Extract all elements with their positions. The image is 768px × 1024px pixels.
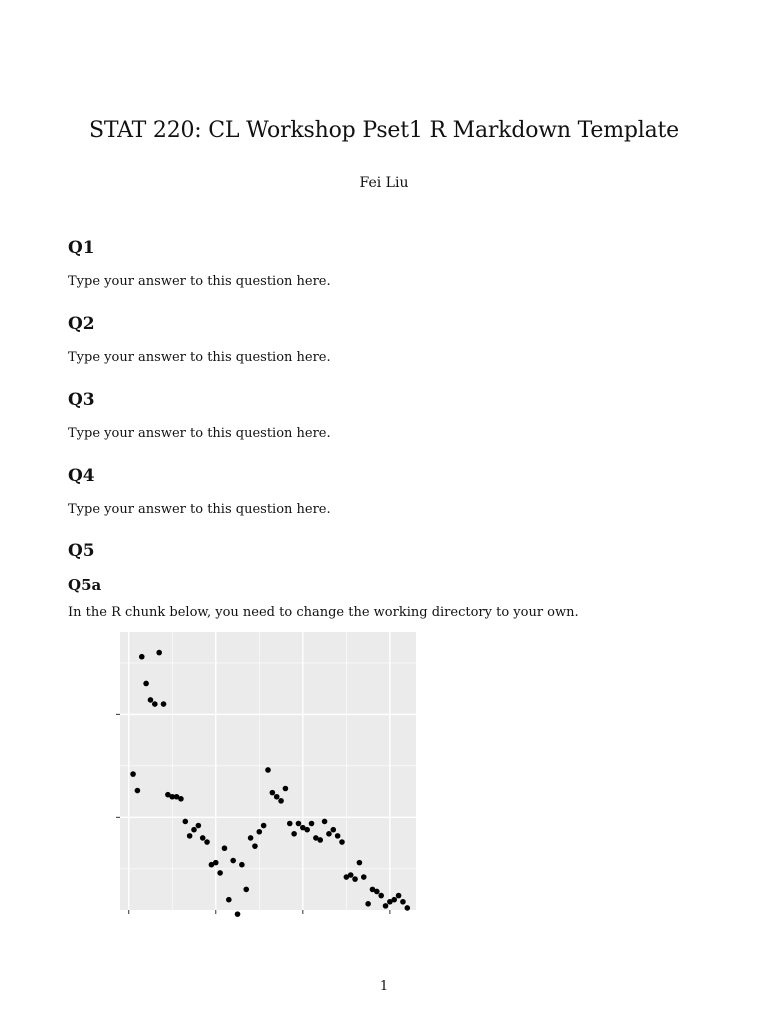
- scatter-point: [200, 835, 206, 841]
- scatter-point: [365, 901, 371, 907]
- scatter-point: [143, 681, 149, 687]
- scatter-point: [291, 831, 297, 837]
- answer-q2: Type your answer to this question here.: [68, 350, 331, 365]
- scatter-point: [374, 889, 380, 895]
- scatter-point: [383, 903, 389, 909]
- scatter-point: [270, 790, 276, 796]
- scatter-point: [213, 860, 219, 866]
- scatter-point: [135, 788, 141, 794]
- scatter-point: [304, 827, 310, 833]
- scatter-point: [357, 860, 363, 866]
- scatter-point: [296, 821, 302, 827]
- scatter-point: [252, 843, 258, 849]
- scatter-point: [287, 821, 293, 827]
- scatter-point: [243, 887, 249, 893]
- scatter-point: [156, 650, 162, 656]
- heading-q3: Q3: [68, 390, 95, 410]
- scatter-point: [352, 876, 358, 882]
- scatter-point: [130, 771, 136, 777]
- scatter-point: [182, 819, 188, 825]
- scatter-point: [191, 827, 197, 833]
- scatter-point: [235, 911, 241, 917]
- scatter-point: [256, 829, 262, 835]
- scatter-point: [161, 701, 167, 707]
- scatter-point: [217, 870, 223, 876]
- scatter-point: [274, 794, 280, 800]
- answer-q1: Type your answer to this question here.: [68, 274, 331, 289]
- heading-q4: Q4: [68, 466, 95, 486]
- scatter-point: [248, 835, 254, 841]
- scatter-point: [152, 701, 158, 707]
- scatter-plot: [100, 628, 430, 918]
- scatter-point: [187, 833, 193, 839]
- heading-q5: Q5: [68, 541, 95, 561]
- scatter-point: [139, 654, 145, 660]
- scatter-point: [330, 827, 336, 833]
- scatter-point: [317, 837, 323, 843]
- document-author: Fei Liu: [359, 175, 409, 191]
- scatter-point: [230, 858, 236, 864]
- scatter-point: [178, 796, 184, 802]
- heading-q1: Q1: [68, 238, 95, 258]
- scatter-point: [400, 899, 406, 905]
- answer-q4: Type your answer to this question here.: [68, 502, 331, 517]
- scatter-point: [283, 786, 289, 792]
- scatter-point: [226, 897, 232, 903]
- heading-q2: Q2: [68, 314, 95, 334]
- scatter-point: [148, 697, 154, 703]
- scatter-point: [239, 862, 245, 868]
- scatter-point: [326, 831, 332, 837]
- scatter-point: [309, 821, 315, 827]
- scatter-point: [361, 874, 367, 880]
- scatter-point: [278, 798, 284, 804]
- scatter-point: [196, 823, 202, 829]
- document-title: STAT 220: CL Workshop Pset1 R Markdown Template: [89, 118, 679, 143]
- scatter-point: [204, 839, 210, 845]
- scatter-point: [404, 905, 410, 911]
- heading-q5a: Q5a: [68, 576, 102, 594]
- scatter-point: [378, 893, 384, 899]
- scatter-point: [396, 893, 402, 899]
- answer-q3: Type your answer to this question here.: [68, 426, 331, 441]
- scatter-point: [261, 823, 267, 829]
- scatter-point: [265, 767, 271, 773]
- instruction-q5a: In the R chunk below, you need to change the working directory to your own.: [68, 605, 579, 620]
- scatter-point: [339, 839, 345, 845]
- scatter-point: [391, 897, 397, 903]
- scatter-point: [222, 845, 228, 851]
- scatter-point: [322, 819, 328, 825]
- scatter-point: [335, 833, 341, 839]
- scatter-point: [348, 872, 354, 878]
- page-number: 1: [379, 979, 389, 994]
